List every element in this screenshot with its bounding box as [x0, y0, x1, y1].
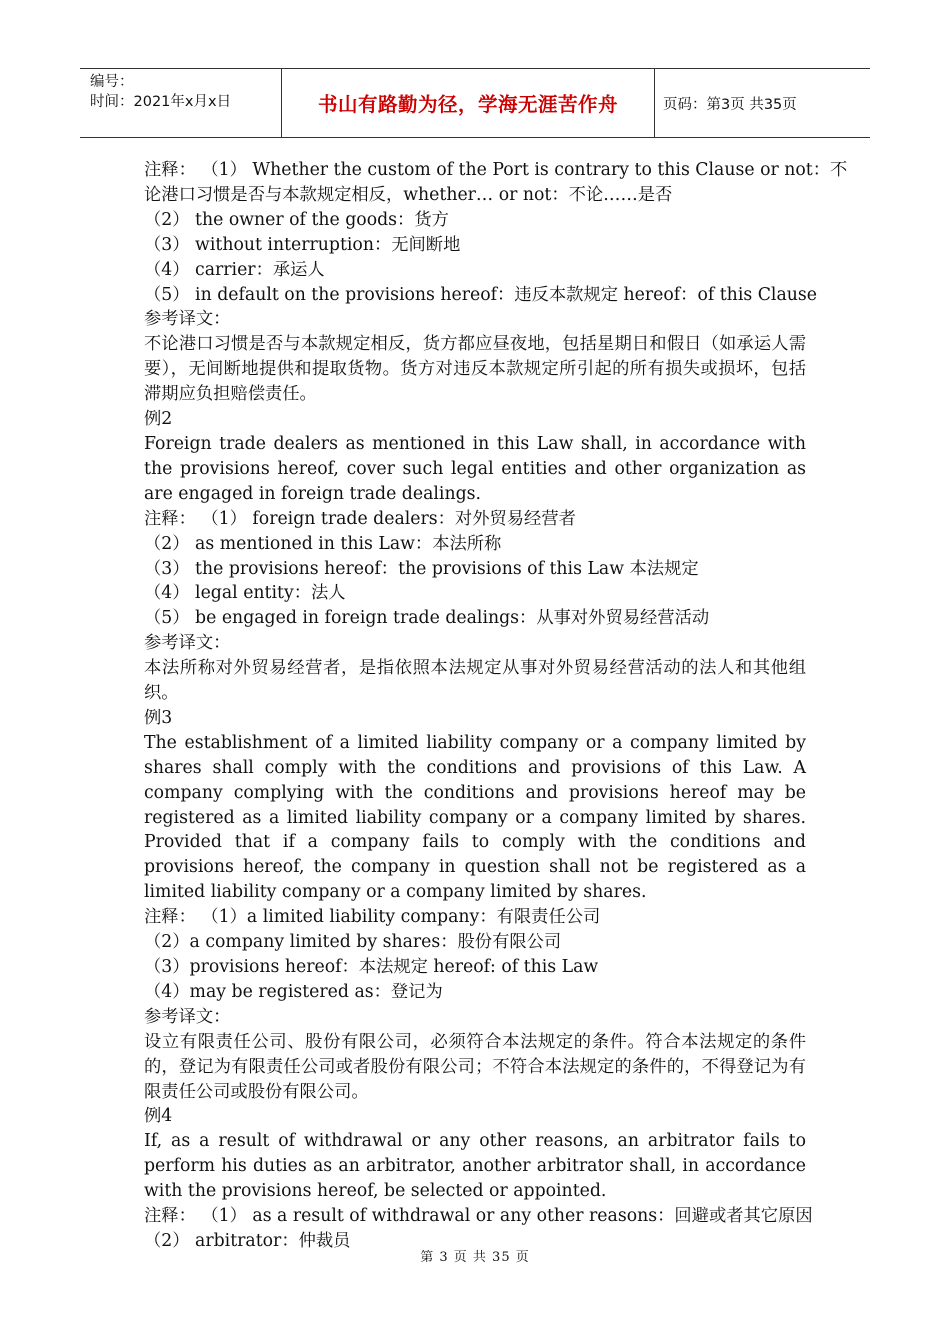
body-paragraph: 参考译文：: [144, 309, 231, 330]
header-page-info: 页码：第3页 共35页: [663, 96, 797, 113]
body-paragraph: （4） carrier：承运人: [144, 259, 325, 280]
body-paragraph: （5） be engaged in foreign trade dealings：从事对外贸易经营活动: [144, 608, 710, 629]
body-paragraph: （2） the owner of the goods：货方: [144, 209, 449, 230]
body-paragraph: Foreign trade dealers as mentioned in this Law shall, in accordance with the provisions hereof, cover such legal entities and other organization as are engaged in foreign trade dealings.: [144, 433, 806, 504]
body-paragraph: 例3: [144, 707, 173, 728]
body-paragraph: 不论港口习惯是否与本款规定相反，货方都应昼夜地，包括星期日和假日（如承运人需要），无间断地提供和提取货物。货方对违反本款规定所引起的所有损失或损坏，包括滞期应负担赔偿责任。: [144, 334, 806, 405]
header-motto: 书山有路勤为径，学海无涯苦作舟: [282, 69, 655, 137]
body-paragraph: （4） legal entity：法人: [144, 583, 346, 604]
body-paragraph: 注释： （1） foreign trade dealers：对外贸易经营者: [144, 508, 576, 529]
body-paragraph: 例2: [144, 409, 173, 430]
body-paragraph: If, as a result of withdrawal or any other reasons, an arbitrator fails to perform his duties as an arbitrator, another arbitrator shall, in accordance with the provisions hereof, be selected or appointed.: [144, 1131, 806, 1202]
header-meta-cell: [80, 69, 282, 137]
body-paragraph: 注释： （1） Whether the custom of the Port is contrary to this Clause or not：不: [144, 160, 848, 180]
body-paragraph: （4）may be registered as：登记为: [144, 981, 443, 1002]
body-paragraph: （2） as mentioned in this Law：本法所称: [144, 533, 502, 554]
body-paragraph: （3） the provisions hereof：the provisions of this Law 本法规定: [144, 558, 699, 579]
document-number-label: 编号：: [90, 74, 134, 90]
body-paragraph: The establishment of a limited liability company or a company limited by shares shall comply with the conditions and provisions of this Law. A company complying with the conditions and provisions hereof may be registered as a limited liability company or a company limited by shares. Provided that if a company fails to comply with the conditions and provisions hereof, the company in question shall not be registered as a limited liability company or a company limited by shares.: [144, 732, 806, 903]
body-paragraph: （3）provisions hereof：本法规定 hereof: of this Law: [144, 957, 599, 977]
body-paragraph: （2）a company limited by shares：股份有限公司: [144, 932, 562, 953]
document-body: [144, 158, 848, 1254]
body-paragraph: 例4: [144, 1106, 173, 1127]
body-paragraph: 注释： （1）a limited liability company：有限责任公司: [144, 907, 601, 928]
page-header: [80, 68, 870, 138]
body-paragraph: 设立有限责任公司、股份有限公司，必须符合本法规定的条件。符合本法规定的条件的，登记为有限责任公司或者股份有限公司；不符合本法规定的条件的，不得登记为有限责任公司或股份有限公司。: [144, 1031, 806, 1102]
body-paragraph: （2） arbitrator：仲裁员: [144, 1230, 351, 1251]
body-paragraph: 注释： （1） as a result of withdrawal or any other reasons：回避或者其它原因: [144, 1206, 813, 1227]
page-footer: 第 3 页 共 35 页: [420, 1250, 530, 1265]
body-paragraph: 本法所称对外贸易经营者，是指依照本法规定从事对外贸易经营活动的法人和其他组织。: [144, 658, 806, 704]
body-paragraph: 参考译文：: [144, 1006, 231, 1027]
body-paragraph: 论港口习惯是否与本款规定相反，whether… or not：不论……是否: [144, 184, 673, 205]
body-paragraph: （5） in default on the provisions hereof：违反本款规定 hereof：of this Clause: [144, 284, 817, 305]
body-paragraph: （3） without interruption：无间断地: [144, 234, 461, 255]
body-paragraph: 参考译文：: [144, 633, 231, 654]
document-time-label: 时间：2021年x月x日: [90, 94, 232, 110]
